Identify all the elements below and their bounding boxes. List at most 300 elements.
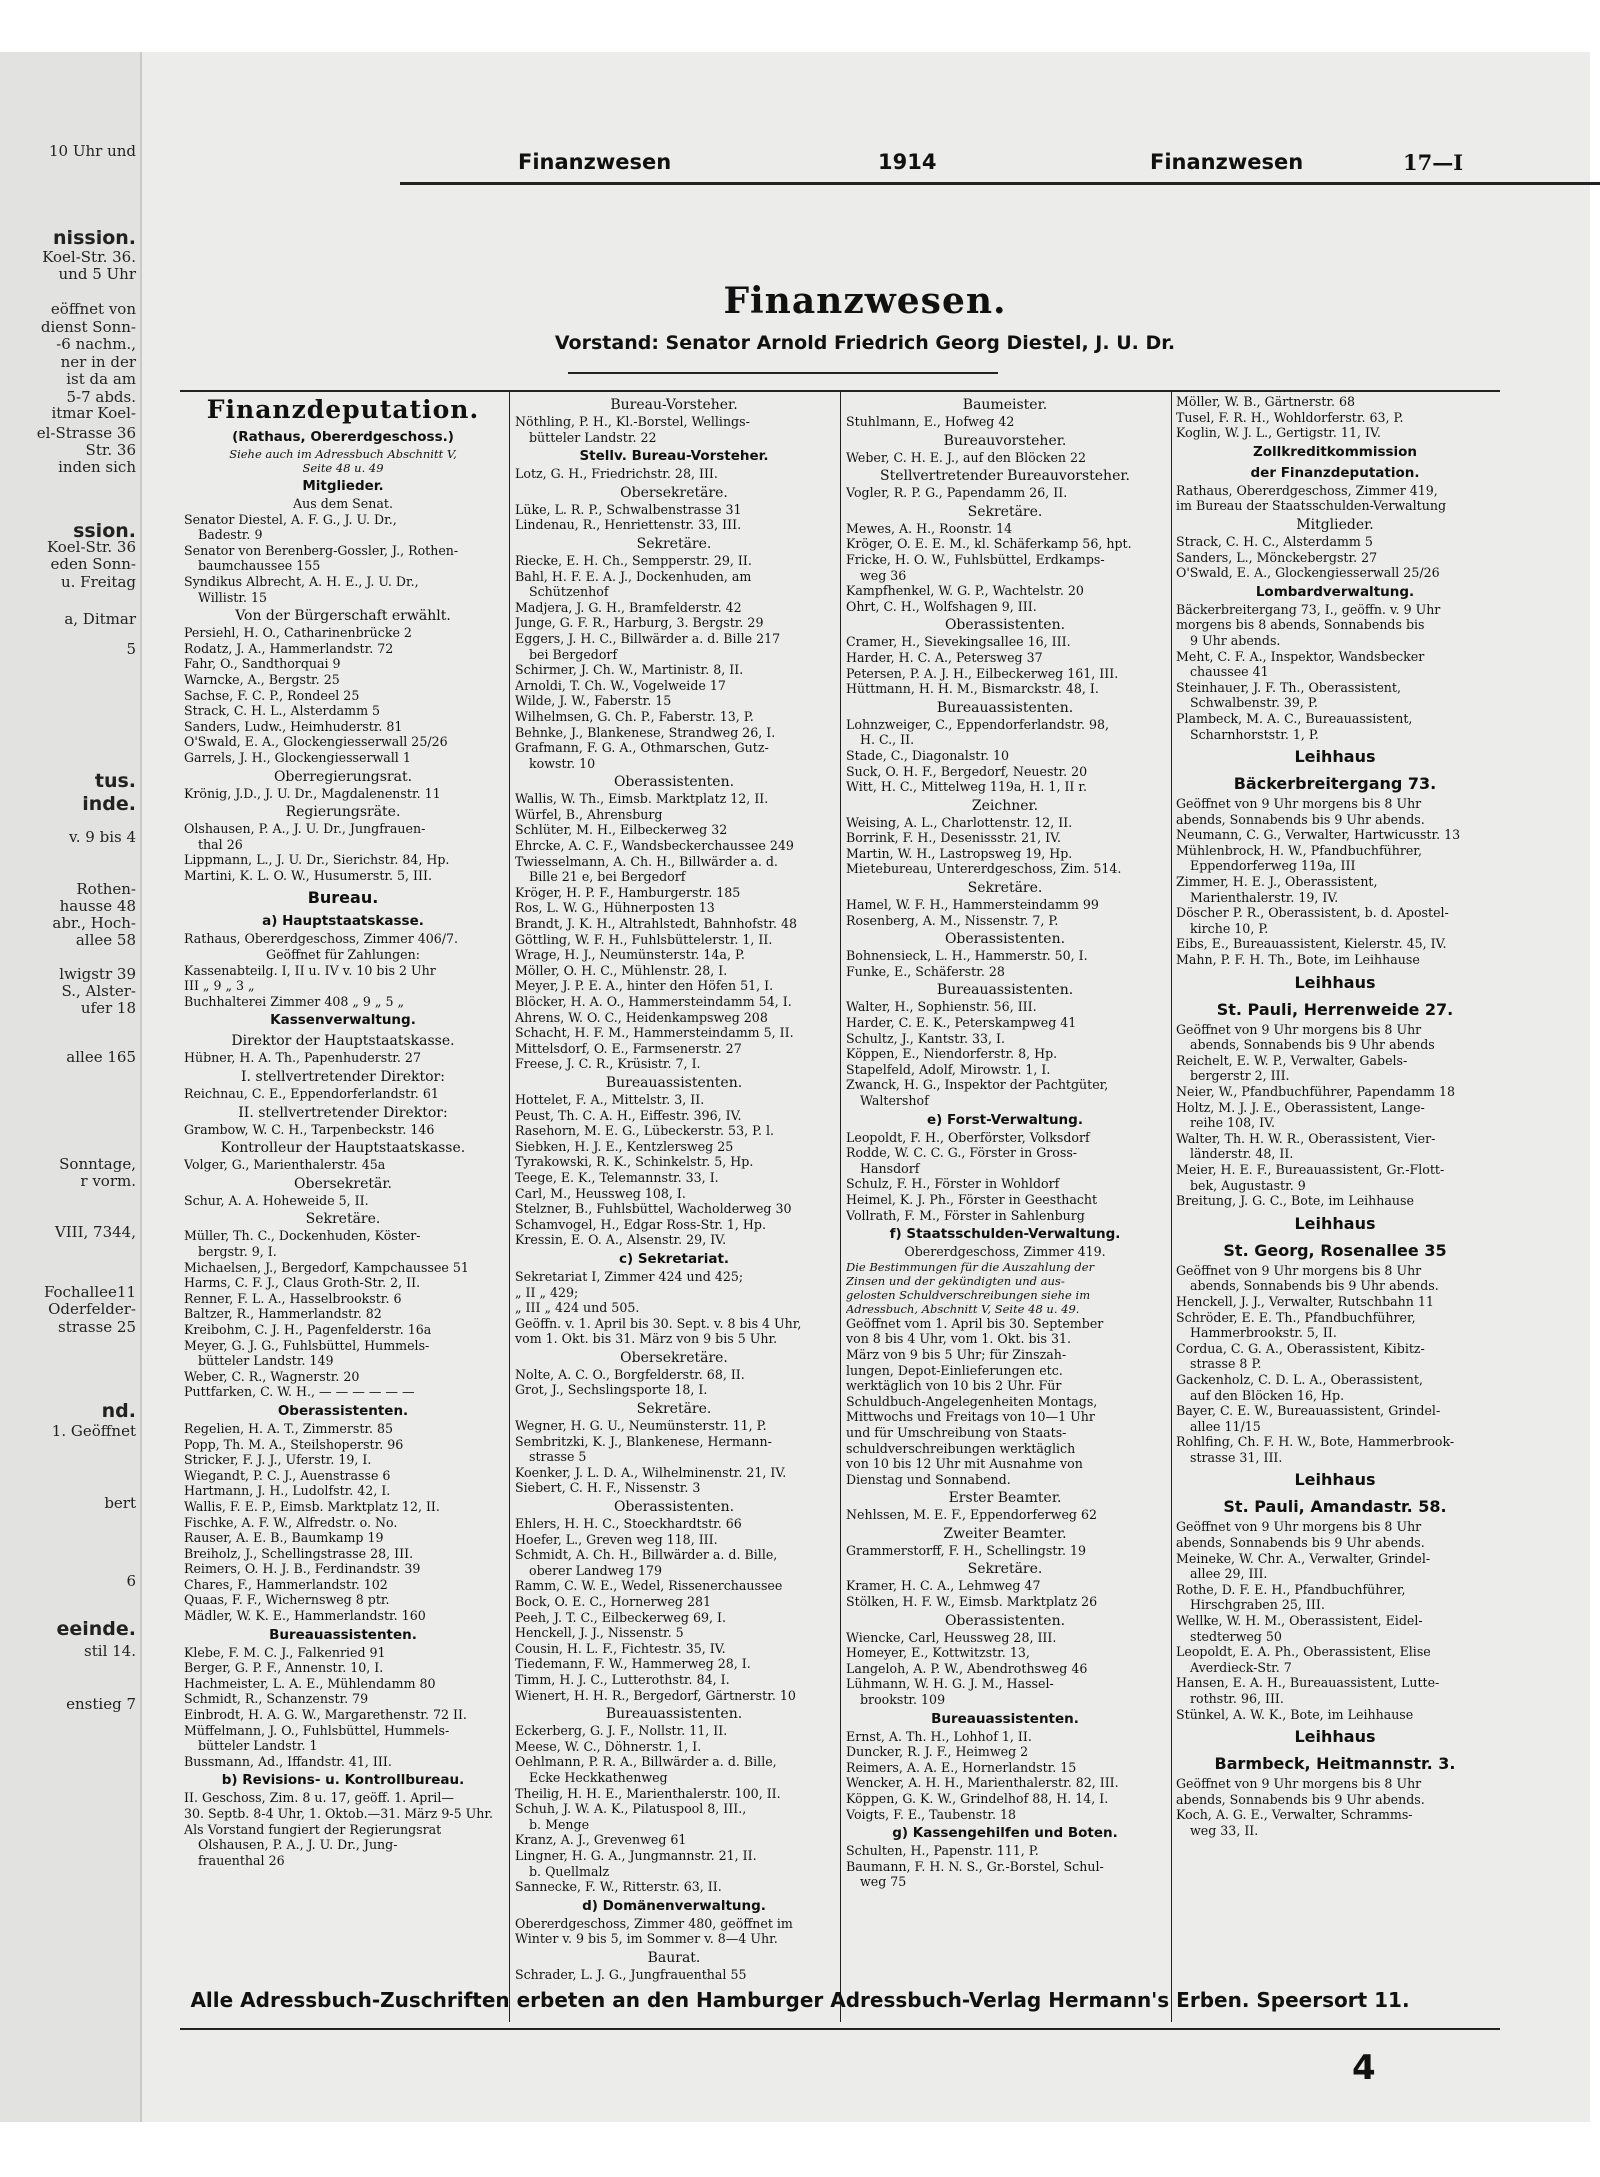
entry-line: Mewes, A. H., Roonstr. 14 <box>846 520 1013 536</box>
entry-continuation: auf den Blöcken 16, Hp. <box>1190 1387 1345 1403</box>
entry-line: Schacht, H. F. M., Hammersteindamm 5, II. <box>515 1025 794 1041</box>
entry-continuation: frauenthal 26 <box>198 1852 285 1868</box>
entry-line: Leopoldt, F. H., Oberförster, Volksdorf <box>846 1129 1090 1145</box>
entry-line: Geöffnet von 9 Uhr morgens bis 8 Uhr <box>1176 1519 1422 1535</box>
department-heading: Finanzdeputation. <box>206 395 480 424</box>
entry-continuation: Hirschgraben 25, III. <box>1190 1597 1325 1613</box>
adjacent-page-fragment: u. Freitag <box>60 573 136 591</box>
entry-line: Eggers, J. H. C., Billwärder a. d. Bille 217 <box>515 630 781 646</box>
entry-line: Zwanck, H. G., Inspektor der Pachtgüter, <box>846 1077 1109 1093</box>
entry-line: Kranz, A. J., Grevenweg 61 <box>515 1832 687 1848</box>
column-divider <box>1171 392 1172 2022</box>
entry-line: II. Geschoss, Zim. 8 u. 17, geöff. 1. April— <box>184 1790 454 1806</box>
entry-line: Kressin, E. O. A., Alsenstr. 29, IV. <box>515 1232 727 1248</box>
entry-line: Stuhlmann, E., Hofweg 42 <box>846 414 1015 429</box>
entry-line: Martini, K. L. O. W., Husumerstr. 5, III. <box>184 867 432 883</box>
section-heading: e) Forst-Verwaltung. <box>927 1111 1083 1128</box>
adjacent-page-fragment: nd. <box>101 1400 136 1422</box>
entry-line: Fahr, O., Sandthorquai 9 <box>184 656 341 672</box>
entry-line: vom 1. Okt. bis 31. März von 9 bis 5 Uhr. <box>515 1331 778 1347</box>
entry-line: Vollrath, F. M., Förster in Sahlenburg <box>846 1207 1085 1223</box>
adjacent-page-fragment: Str. 36 <box>85 441 136 459</box>
section-heading: Leihhaus <box>1294 1727 1376 1747</box>
entry-continuation: b. Quellmalz <box>529 1863 610 1879</box>
entry-line: Koch, A. G. E., Verwalter, Schramms- <box>1176 1807 1413 1823</box>
entry-continuation: bergerstr 2, III. <box>1190 1068 1290 1084</box>
entry-continuation: chaussee 41 <box>1190 664 1269 680</box>
entry-line: Steinhauer, J. F. Th., Oberassistent, <box>1176 679 1401 695</box>
adjacent-page-fragment: Sonntage, <box>59 1155 136 1173</box>
reference-note: Siehe auch im Adressbuch Abschnitt V, <box>229 447 457 461</box>
entry-line: Blöcker, H. A. O., Hammersteindamm 54, I. <box>515 994 792 1009</box>
entry-continuation: weg 33, II. <box>1190 1822 1259 1838</box>
entry-line: Borrink, F. H., Desenissstr. 21, IV. <box>846 830 1062 846</box>
entry-line: Obererdgeschoss, Zimmer 480, geöffnet im <box>515 1915 793 1931</box>
entry-line: Warncke, A., Bergstr. 25 <box>184 671 340 687</box>
entry-line: Schultz, J., Kantstr. 33, I. <box>846 1030 1005 1046</box>
entry-line: von 8 bis 4 Uhr, vom 1. Okt. bis 31. <box>846 1331 1072 1347</box>
entry-line: Schrader, L. J. G., Jungfrauenthal 55 <box>515 1966 747 1982</box>
entry-line: Kröger, O. E. E. M., kl. Schäferkamp 56, hpt. <box>846 536 1132 552</box>
adjacent-page-fragment: ner in der <box>60 353 136 371</box>
entry-line: 30. Septb. 8-4 Uhr, 1. Oktob.—31. März 9-5 Uhr. <box>184 1806 493 1821</box>
entry-line: Sanders, Ludw., Heimhuderstr. 81 <box>184 718 403 734</box>
section-subtitle: Vorstand: Senator Arnold Friedrich Georg Diestel, J. U. Dr. <box>554 332 1176 354</box>
entry-line: Sachse, F. C. P., Rondeel 25 <box>184 687 360 703</box>
section-heading: d) Domänenverwaltung. <box>582 1897 766 1914</box>
entry-line: Als Vorstand fungiert der Regierungsrat <box>184 1821 442 1837</box>
entry-line: Möller, W. B., Gärtnerstr. 68 <box>1176 394 1356 409</box>
subsection-heading: Zweiter Beamter. <box>943 1525 1067 1542</box>
adjacent-page-fragment: el-Strasse 36 <box>36 424 136 442</box>
entry-line: Eckerberg, G. J. F., Nollstr. 11, II. <box>515 1723 728 1739</box>
entry-line: Wallis, W. Th., Eimsb. Marktplatz 12, II. <box>515 791 769 807</box>
entry-line: Peust, Th. C. A. H., Eiffestr. 396, IV. <box>515 1107 742 1123</box>
section-heading: c) Sekretariat. <box>618 1250 730 1267</box>
subsection-heading: I. stellvertretender Direktor: <box>241 1069 445 1086</box>
entry-line: Möller, O. H. C., Mühlenstr. 28, I. <box>515 962 728 978</box>
entry-line: Ehrcke, A. C. F., Wandsbeckerchaussee 249 <box>515 838 794 854</box>
entry-line: Henckell, J. J., Verwalter, Rutschbahn 11 <box>1176 1293 1434 1309</box>
entry-line: Persiehl, H. O., Catharinenbrücke 2 <box>184 625 412 641</box>
entry-continuation: bütteler Landstr. 1 <box>198 1738 318 1754</box>
entry-line: Garrels, J. H., Glockengiesserwall 1 <box>184 749 411 765</box>
subsection-heading: Bureauassistenten. <box>936 982 1074 999</box>
subsection-heading: Oberassistenten. <box>944 617 1066 634</box>
entry-line: Harms, C. F. J., Claus Groth-Str. 2, II. <box>184 1275 421 1291</box>
subsection-heading: Kontrolleur der Hauptstaatskasse. <box>220 1140 466 1157</box>
entry-line: Sannecke, F. W., Ritterstr. 63, II. <box>515 1879 722 1895</box>
entry-line: Mühlenbrock, H. W., Pfandbuchführer, <box>1176 842 1422 858</box>
entry-line: Stapelfeld, Adolf, Mirowstr. 1, I. <box>846 1061 1051 1077</box>
entry-line: Cordua, C. G. A., Oberassistent, Kibitz- <box>1176 1340 1425 1356</box>
entry-line: Stölken, H. F. W., Eimsb. Marktplatz 26 <box>846 1594 1098 1610</box>
entry-line: morgens bis 8 abends, Sonnabends bis <box>1176 617 1425 633</box>
adjacent-page-fragment: Fochallee11 <box>43 1283 136 1301</box>
section-heading: b) Revisions- u. Kontrollbureau. <box>221 1772 465 1789</box>
entry-continuation: strasse 5 <box>529 1449 587 1465</box>
entry-line: Rosenberg, A. M., Nissenstr. 7, P. <box>846 912 1059 928</box>
entry-continuation: thal 26 <box>198 836 243 852</box>
entry-line: Köppen, G. K. W., Grindelhof 88, H. 14, I. <box>846 1791 1109 1806</box>
entry-line: und für Umschreibung von Staats- <box>846 1424 1067 1440</box>
page-number: 17—I <box>1403 150 1464 175</box>
entry-continuation: bei Bergedorf <box>529 646 618 662</box>
entry-line: Cramer, H., Sievekingsallee 16, III. <box>846 634 1071 650</box>
adjacent-page-fragment: 5 <box>126 640 136 658</box>
entry-line: Baltzer, R., Hammerlandstr. 82 <box>184 1306 382 1322</box>
entry-line: Bäckerbreitergang 73, I., geöffn. v. 9 Uhr <box>1176 601 1441 617</box>
entry-line: Wegner, H. G. U., Neumünsterstr. 11, P. <box>515 1418 767 1434</box>
entry-line: Göttling, W. F. H., Fuhlsbüttelerstr. 1, II. <box>515 931 773 947</box>
entry-continuation: allee 11/15 <box>1190 1418 1261 1434</box>
directory-page <box>140 52 1590 2122</box>
entry-line: Kreibohm, C. J. H., Pagenfelderstr. 16a <box>184 1321 432 1337</box>
adjacent-page-fragment: enstieg 7 <box>66 1695 136 1713</box>
entry-line: III „ 9 „ 3 „ <box>184 978 255 994</box>
entry-line: Funke, E., Schäferstr. 28 <box>846 963 1005 979</box>
entry-line: Reichnau, C. E., Eppendorferlandstr. 61 <box>184 1086 439 1102</box>
subsection-heading: Obersekretäre. <box>620 484 728 501</box>
adjacent-page-fragment: v. 9 bis 4 <box>69 828 136 846</box>
section-heading: St. Pauli, Herrenweide 27. <box>1216 999 1454 1019</box>
entry-line: Olshausen, P. A., J. U. Dr., Jungfrauen- <box>184 821 426 837</box>
section-heading: St. Pauli, Amandastr. 58. <box>1223 1497 1447 1517</box>
running-header-left: Finanzwesen <box>518 150 672 174</box>
entry-line: Döscher P. R., Oberassistent, b. d. Apostel- <box>1176 905 1449 921</box>
subsection-heading: Baumeister. <box>962 397 1048 413</box>
entry-line: Meineke, W. Chr. A., Verwalter, Grindel- <box>1176 1550 1431 1566</box>
entry-line: Ernst, A. Th. H., Lohhof 1, II. <box>846 1728 1032 1744</box>
adjacent-page-fragment: itmar Koel- <box>51 404 136 422</box>
entry-continuation: abends, Sonnabends bis 9 Uhr abends <box>1190 1037 1435 1053</box>
entry-line: Harder, H. C. A., Petersweg 37 <box>846 649 1043 665</box>
subsection-heading: Obersekretäre. <box>620 1349 728 1366</box>
entry-line: Müller, Th. C., Dockenhuden, Köster- <box>184 1228 421 1244</box>
section-heading: Leihhaus <box>1294 747 1376 767</box>
entry-line: Koglin, W. J. L., Gertigstr. 11, IV. <box>1176 425 1381 441</box>
column-3 <box>846 394 1164 2014</box>
section-heading: Zollkreditkommission <box>1252 443 1418 460</box>
subsection-heading: Mitglieder. <box>1296 516 1374 533</box>
entry-line: Müffelmann, J. O., Fuhlsbüttel, Hummels- <box>184 1722 450 1738</box>
entry-line: Hottelet, F. A., Mittelstr. 3, II. <box>515 1091 705 1107</box>
entry-continuation: Averdieck-Str. 7 <box>1190 1659 1292 1675</box>
entry-line: Lühmann, W. H. G. J. M., Hassel- <box>846 1676 1054 1692</box>
entry-line: Köppen, E., Niendorferstr. 8, Hp. <box>846 1046 1058 1062</box>
entry-continuation: weg 75 <box>860 1874 907 1890</box>
entry-line: Reimers, O. H. J. B., Ferdinandstr. 39 <box>184 1561 421 1577</box>
entry-line: Hoefer, L., Greven weg 118, III. <box>515 1531 718 1547</box>
entry-line: Hartmann, J. H., Ludolfstr. 42, I. <box>184 1483 391 1499</box>
adjacent-page-fragment: Rothen- <box>76 880 136 898</box>
section-heading: a) Hauptstaatskasse. <box>262 913 424 930</box>
entry-line: Regelien, H. A. T., Zimmerstr. 85 <box>184 1420 394 1436</box>
section-heading: g) Kassengehilfen und Boten. <box>892 1825 1118 1842</box>
section-title: Finanzwesen. <box>723 280 1007 322</box>
entry-line: Petersen, P. A. J. H., Eilbeckerweg 161, III. <box>846 665 1119 681</box>
entry-line: Krönig, J.D., J. U. Dr., Magdalenenstr. 11 <box>184 785 441 801</box>
publisher-footer: Alle Adressbuch-Zuschriften erbeten an den Hamburger Adressbuch-Verlag Hermann's Erben. Speersort 11. <box>190 1988 1410 2012</box>
entry-continuation: Hammerbrookstr. 5, II. <box>1190 1325 1337 1341</box>
reference-note: Seite 48 u. 49 <box>302 461 384 475</box>
adjacent-page-fragment: bert <box>104 1494 136 1512</box>
entry-line: Junge, G. F. R., Harburg, 3. Bergstr. 29 <box>515 615 764 631</box>
entry-line: Nöthling, P. H., Kl.-Borstel, Wellings- <box>515 414 750 429</box>
entry-line: Weber, C. R., Wagnerstr. 20 <box>184 1368 360 1384</box>
entry-line: Hamel, W. F. H., Hammersteindamm 99 <box>846 897 1099 913</box>
entry-line: Ehlers, H. H. C., Stoeckhardtstr. 66 <box>515 1516 742 1532</box>
entry-line: Wrage, H. J., Neumünsterstr. 14a, P. <box>515 947 745 963</box>
entry-line: Reimers, A. A. E., Hornerlandstr. 15 <box>846 1759 1077 1775</box>
adjacent-page-fragment: allee 165 <box>66 1048 136 1066</box>
entry-continuation: länderstr. 48, II. <box>1190 1146 1294 1162</box>
entry-line: Meyer, J. P. E. A., hinter den Höfen 51, I. <box>515 978 774 994</box>
entry-line: Ahrens, W. O. C., Heidenkampsweg 208 <box>515 1009 768 1025</box>
entry-line: „ III „ 424 und 505. <box>515 1300 640 1316</box>
entry-line: Geöffnet vom 1. April bis 30. September <box>846 1315 1104 1331</box>
entry-line: Ramm, C. W. E., Wedel, Rissenerchaussee <box>515 1578 783 1594</box>
entry-line: Wienert, H. H. R., Bergedorf, Gärtnerstr. 10 <box>515 1687 796 1703</box>
subsection-heading: Oberassistenten. <box>944 931 1066 948</box>
entry-line: Klebe, F. M. C. J., Falkenried 91 <box>184 1644 386 1660</box>
subsection-heading: Baurat. <box>647 1949 701 1966</box>
adjacent-page-fragment: tus. <box>94 770 136 792</box>
entry-line: Walter, Th. H. W. R., Oberassistent, Vier- <box>1176 1130 1436 1146</box>
entry-line: Kröger, H. P. F., Hamburgerstr. 185 <box>515 884 741 900</box>
entry-line: Rathaus, Obererdgeschoss, Zimmer 419, <box>1176 482 1438 498</box>
adjacent-page-fragment: Koel-Str. 36. <box>42 248 136 266</box>
entry-line: Geöffnet von 9 Uhr morgens bis 8 Uhr <box>1176 1021 1422 1037</box>
entry-line: Grot, J., Sechslingsporte 18, I. <box>515 1382 708 1398</box>
entry-line: Wiegandt, P. C. J., Auenstrasse 6 <box>184 1467 391 1483</box>
subsection-heading: Oberassistenten. <box>944 1612 1066 1629</box>
entry-line: Duncker, R. J. F., Heimweg 2 <box>846 1744 1029 1760</box>
reference-note: Zinsen und der gekündigten und aus- <box>846 1273 1065 1288</box>
entry-continuation: kirche 10, P. <box>1190 920 1269 936</box>
section-heading: (Rathaus, Obererdgeschoss.) <box>232 429 454 445</box>
entry-line: Wencker, A. H. H., Marienthalerstr. 82, III. <box>846 1775 1119 1791</box>
entry-line: Schulten, H., Papenstr. 111, P. <box>846 1843 1039 1859</box>
section-heading: St. Georg, Rosenallee 35 <box>1223 1240 1447 1260</box>
entry-line: Popp, Th. M. A., Steilshoperstr. 96 <box>184 1436 404 1452</box>
entry-line: Wiencke, Carl, Heussweg 28, III. <box>846 1629 1057 1645</box>
entry-line: Henckell, J. J., Nissenstr. 5 <box>515 1625 684 1641</box>
entry-continuation: bütteler Landstr. 22 <box>529 429 657 445</box>
entry-line: Kramer, H. C. A., Lehmweg 47 <box>846 1578 1041 1594</box>
entry-line: Weber, C. H. E. J., auf den Blöcken 22 <box>846 449 1087 465</box>
entry-line: Bock, O. E. C., Hornerweg 281 <box>515 1594 712 1609</box>
subsection-heading: Bureau-Vorsteher. <box>610 397 738 413</box>
entry-line: Weising, A. L., Charlottenstr. 12, II. <box>846 814 1073 830</box>
entry-continuation: reihe 108, IV. <box>1190 1115 1275 1131</box>
entry-line: Hansen, E. A. H., Bureauassistent, Lutte- <box>1176 1675 1440 1691</box>
entry-line: Mädler, W. K. E., Hammerlandstr. 160 <box>184 1608 426 1624</box>
entry-line: Grambow, W. C. H., Tarpenbeckstr. 146 <box>184 1121 435 1137</box>
entry-line: „ II „ 429; <box>515 1284 579 1300</box>
entry-line: Schirmer, J. Ch. W., Martinistr. 8, II. <box>515 662 744 678</box>
entry-line: Schuldbuch-Angelegenheiten Montags, <box>846 1393 1098 1409</box>
entry-line: Suck, O. H. F., Bergedorf, Neuestr. 20 <box>846 763 1088 779</box>
subsection-heading: Bureauassistenten. <box>936 699 1074 716</box>
entry-continuation: Eppendorferweg 119a, III <box>1190 858 1356 874</box>
entry-continuation: H. C., II. <box>860 732 915 748</box>
entry-line: Fischke, A. F. W., Alfredstr. o. No. <box>184 1514 398 1530</box>
entry-continuation: bek, Augustastr. 9 <box>1190 1177 1306 1193</box>
subsection-heading: Oberassistenten. <box>613 774 735 791</box>
entry-line: Rasehorn, M. E. G., Lübeckerstr. 53, P. l. <box>515 1123 775 1139</box>
adjacent-page-fragment: eeinde. <box>56 1618 136 1640</box>
reference-note: Die Bestimmungen für die Auszahlung der <box>846 1259 1095 1274</box>
entry-line: Rohlfing, Ch. F. H. W., Bote, Hammerbrook- <box>1176 1434 1455 1450</box>
entry-line: Wellke, W. H. M., Oberassistent, Eidel- <box>1176 1613 1423 1629</box>
entry-line: Nolte, A. C. O., Borgfelderstr. 68, II. <box>515 1366 745 1382</box>
entry-continuation: rothstr. 96, III. <box>1190 1691 1284 1706</box>
entry-line: Syndikus Albrecht, A. H. E., J. U. Dr., <box>184 573 419 589</box>
entry-continuation: bütteler Landstr. 149 <box>198 1353 334 1369</box>
adjacent-page-fragment: eden Sonn- <box>50 555 136 573</box>
column-divider <box>840 392 841 2022</box>
entry-continuation: stedterweg 50 <box>1190 1628 1282 1644</box>
entry-line: Heimel, K. J. Ph., Förster in Geesthacht <box>846 1191 1098 1207</box>
entry-line: Sembritzki, K. J., Blankenese, Hermann- <box>515 1433 772 1449</box>
entry-line: Bayer, C. E. W., Bureauassistent, Grindel- <box>1176 1403 1441 1419</box>
adjacent-page-fragment: ufer 18 <box>80 999 136 1017</box>
column-4 <box>1176 394 1494 2014</box>
entry-line: Vogler, R. P. G., Papendamm 26, II. <box>846 485 1068 501</box>
entry-line: Madjera, J. G. H., Bramfelderstr. 42 <box>515 599 742 615</box>
entry-line: Ros, L. W. G., Hühnerposten 13 <box>515 900 715 916</box>
entry-line: Wilde, J. W., Faberstr. 15 <box>515 693 672 709</box>
subsection-heading: Sekretäre. <box>967 503 1043 520</box>
entry-line: Stade, C., Diagonalstr. 10 <box>846 747 1010 763</box>
entry-line: Wallis, F. E. P., Eimsb. Marktplatz 12, II. <box>184 1498 440 1514</box>
adjacent-page-fragment: allee 58 <box>75 931 136 949</box>
entry-continuation: Ecke Heckkathenweg <box>529 1769 668 1785</box>
adjacent-page-fragment: VIII, 7344, <box>54 1223 136 1241</box>
adjacent-page-fragment: eöffnet von <box>50 300 136 318</box>
entry-line: Stünkel, A. W. K., Bote, im Leihhause <box>1176 1706 1414 1722</box>
entry-line: Carl, M., Heussweg 108, I. <box>515 1185 686 1201</box>
entry-line: Schamvogel, H., Edgar Ross-Str. 1, Hp. <box>515 1216 766 1232</box>
entry-line: Hüttmann, H. H. M., Bismarckstr. 48, I. <box>846 681 1099 697</box>
entry-line: Behnke, J., Blankenese, Strandweg 26, I. <box>515 724 776 740</box>
entry-line: Kampfhenkel, W. G. P., Wachtelstr. 20 <box>846 583 1084 599</box>
entry-continuation: bergstr. 9, I. <box>198 1244 277 1259</box>
entry-line: Berger, G. P. F., Annenstr. 10, I. <box>184 1660 384 1676</box>
entry-line: Nehlssen, M. E. F., Eppendorferweg 62 <box>846 1507 1097 1523</box>
section-heading: Barmbeck, Heitmannstr. 3. <box>1214 1754 1456 1774</box>
entry-line: Arnoldi, T. Ch. W., Vogelweide 17 <box>515 677 726 693</box>
entry-line: Harder, C. E. K., Peterskampweg 41 <box>846 1015 1077 1031</box>
entry-line: Schur, A. A. Hoheweide 5, II. <box>184 1192 369 1208</box>
entry-line: Schmidt, A. Ch. H., Billwärder a. d. Bille, <box>515 1547 778 1563</box>
page-mark: 4 <box>1352 2048 1376 2088</box>
entry-line: Chares, F., Hammerlandstr. 102 <box>184 1576 388 1592</box>
column-1 <box>184 394 502 2014</box>
entry-line: Dienstag und Sonnabend. <box>846 1471 1011 1487</box>
entry-line: Geöffnet von 9 Uhr morgens bis 8 Uhr <box>1176 1262 1422 1278</box>
entry-line: Rauser, A. E. B., Baumkamp 19 <box>184 1530 384 1546</box>
entry-line: Siebert, C. H. F., Nissenstr. 3 <box>515 1480 701 1496</box>
entry-line: Tiedemann, F. W., Hammerweg 28, I. <box>515 1656 751 1672</box>
entry-line: Brandt, J. K. H., Altrahlstedt, Bahnhofstr. 48 <box>515 916 797 932</box>
adjacent-page-fragment: ssion. <box>73 520 136 542</box>
subsection-heading: Oberregierungsrat. <box>273 768 413 785</box>
entry-line: Teege, E. K., Telemannstr. 33, I. <box>515 1169 719 1185</box>
entry-line: Würfel, B., Ahrensburg <box>515 806 663 822</box>
subsection-heading: Obersekretär. <box>294 1175 392 1192</box>
adjacent-page-fragment: strasse 25 <box>58 1318 136 1336</box>
adjacent-page-fragment: 10 Uhr und <box>48 142 136 160</box>
entry-line: Strack, C. H. C., Alsterdamm 5 <box>1176 533 1373 549</box>
adjacent-page-fragment: nission. <box>53 227 136 249</box>
entry-line: Puttfarken, C. W. H., — — — — — — <box>184 1384 415 1400</box>
entry-line: Lohnzweiger, C., Eppendorferlandstr. 98, <box>846 716 1109 732</box>
entry-line: Reichelt, E. W. P., Verwalter, Gabels- <box>1176 1052 1408 1068</box>
entry-line: O'Swald, E. A., Glockengiesserwall 25/26 <box>1176 565 1440 581</box>
entry-line: Neumann, C. G., Verwalter, Hartwicusstr. 13 <box>1176 827 1461 843</box>
adjacent-page-fragment: a, Ditmar <box>64 610 136 628</box>
entry-line: abends, Sonnabends bis 9 Uhr abends. <box>1176 1791 1425 1807</box>
entry-continuation: abends, Sonnabends bis 9 Uhr abends. <box>1190 1278 1439 1294</box>
entry-line: Winter v. 9 bis 5, im Sommer v. 8—4 Uhr. <box>515 1931 778 1947</box>
subsection-heading: Bureauvorsteher. <box>943 432 1067 449</box>
entry-line: Renner, F. L. A., Hasselbrookstr. 6 <box>184 1290 402 1306</box>
entry-line: Breitung, J. G. C., Bote, im Leihhause <box>1176 1193 1414 1209</box>
entry-line: Lindenau, R., Henriettenstr. 33, III. <box>515 517 742 533</box>
entry-line: Neier, W., Pfandbuchführer, Papendamm 18 <box>1176 1084 1456 1099</box>
entry-line: Meese, W. C., Döhnerstr. 1, I. <box>515 1738 702 1754</box>
adjacent-page-fragment: 1. Geöffnet <box>51 1422 136 1440</box>
entry-line: März von 9 bis 5 Uhr; für Zinszah- <box>846 1346 1067 1362</box>
entry-line: Meyer, G. J. G., Fuhlsbüttel, Hummels- <box>184 1337 430 1353</box>
column-divider <box>509 392 510 2022</box>
entry-line: Geöffnet von 9 Uhr morgens bis 8 Uhr <box>1176 796 1422 812</box>
entry-line: schuldverschreibungen werktäglich <box>846 1440 1076 1456</box>
entry-continuation: allee 29, III. <box>1190 1566 1268 1582</box>
entry-continuation: Scharnhorststr. 1, P. <box>1190 726 1319 742</box>
entry-continuation: weg 36 <box>860 567 907 583</box>
adjacent-page-fragment: S., Alster- <box>61 982 136 1000</box>
entry-line: Rathaus, Obererdgeschoss, Zimmer 406/7. <box>184 931 459 947</box>
entry-line: von 10 bis 12 Uhr mit Ausnahme von <box>846 1456 1083 1472</box>
entry-continuation: Schützenhof <box>529 584 609 600</box>
entry-continuation: Waltershof <box>860 1093 929 1108</box>
entry-continuation: Marienthalerstr. 19, IV. <box>1190 889 1339 905</box>
title-rule <box>568 372 998 374</box>
entry-line: Plambeck, M. A. C., Bureauassistent, <box>1176 710 1413 726</box>
adjacent-page-fragment: abr., Hoch- <box>52 914 136 932</box>
entry-line: abends, Sonnabends bis 9 Uhr abends. <box>1176 1535 1425 1551</box>
adjacent-page-fragment: dienst Sonn- <box>40 318 136 336</box>
entry-line: werktäglich von 10 bis 2 Uhr. Für <box>846 1378 1062 1394</box>
entry-line: Koenker, J. L. D. A., Wilhelminenstr. 21, IV. <box>515 1464 787 1480</box>
adjacent-page-fragment: hausse 48 <box>59 897 136 915</box>
reference-note: Adressbuch, Abschnitt V, Seite 48 u. 49. <box>846 1301 1080 1316</box>
entry-line: Sekretariat I, Zimmer 424 und 425; <box>515 1268 744 1284</box>
entry-line: Riecke, E. H. Ch., Sempperstr. 29, II. <box>515 552 752 568</box>
section-heading: Bureau. <box>307 888 379 908</box>
entry-continuation: b. Menge <box>529 1816 590 1832</box>
reference-note: gelosten Schuldverschreibungen siehe im <box>846 1287 1091 1302</box>
subsection-heading: Stellvertretender Bureauvorsteher. <box>880 468 1130 485</box>
entry-line: Twiesselmann, A. Ch. H., Billwärder a. d. <box>515 853 778 869</box>
entry-line: Geöffnet von 9 Uhr morgens bis 8 Uhr <box>1176 1776 1422 1792</box>
entry-line: Cousin, H. L. F., Fichtestr. 35, IV. <box>515 1640 726 1656</box>
entry-line: Lippmann, L., J. U. Dr., Sierichstr. 84, Hp. <box>184 852 450 868</box>
adjacent-page-fragment: lwigstr 39 <box>59 965 136 983</box>
